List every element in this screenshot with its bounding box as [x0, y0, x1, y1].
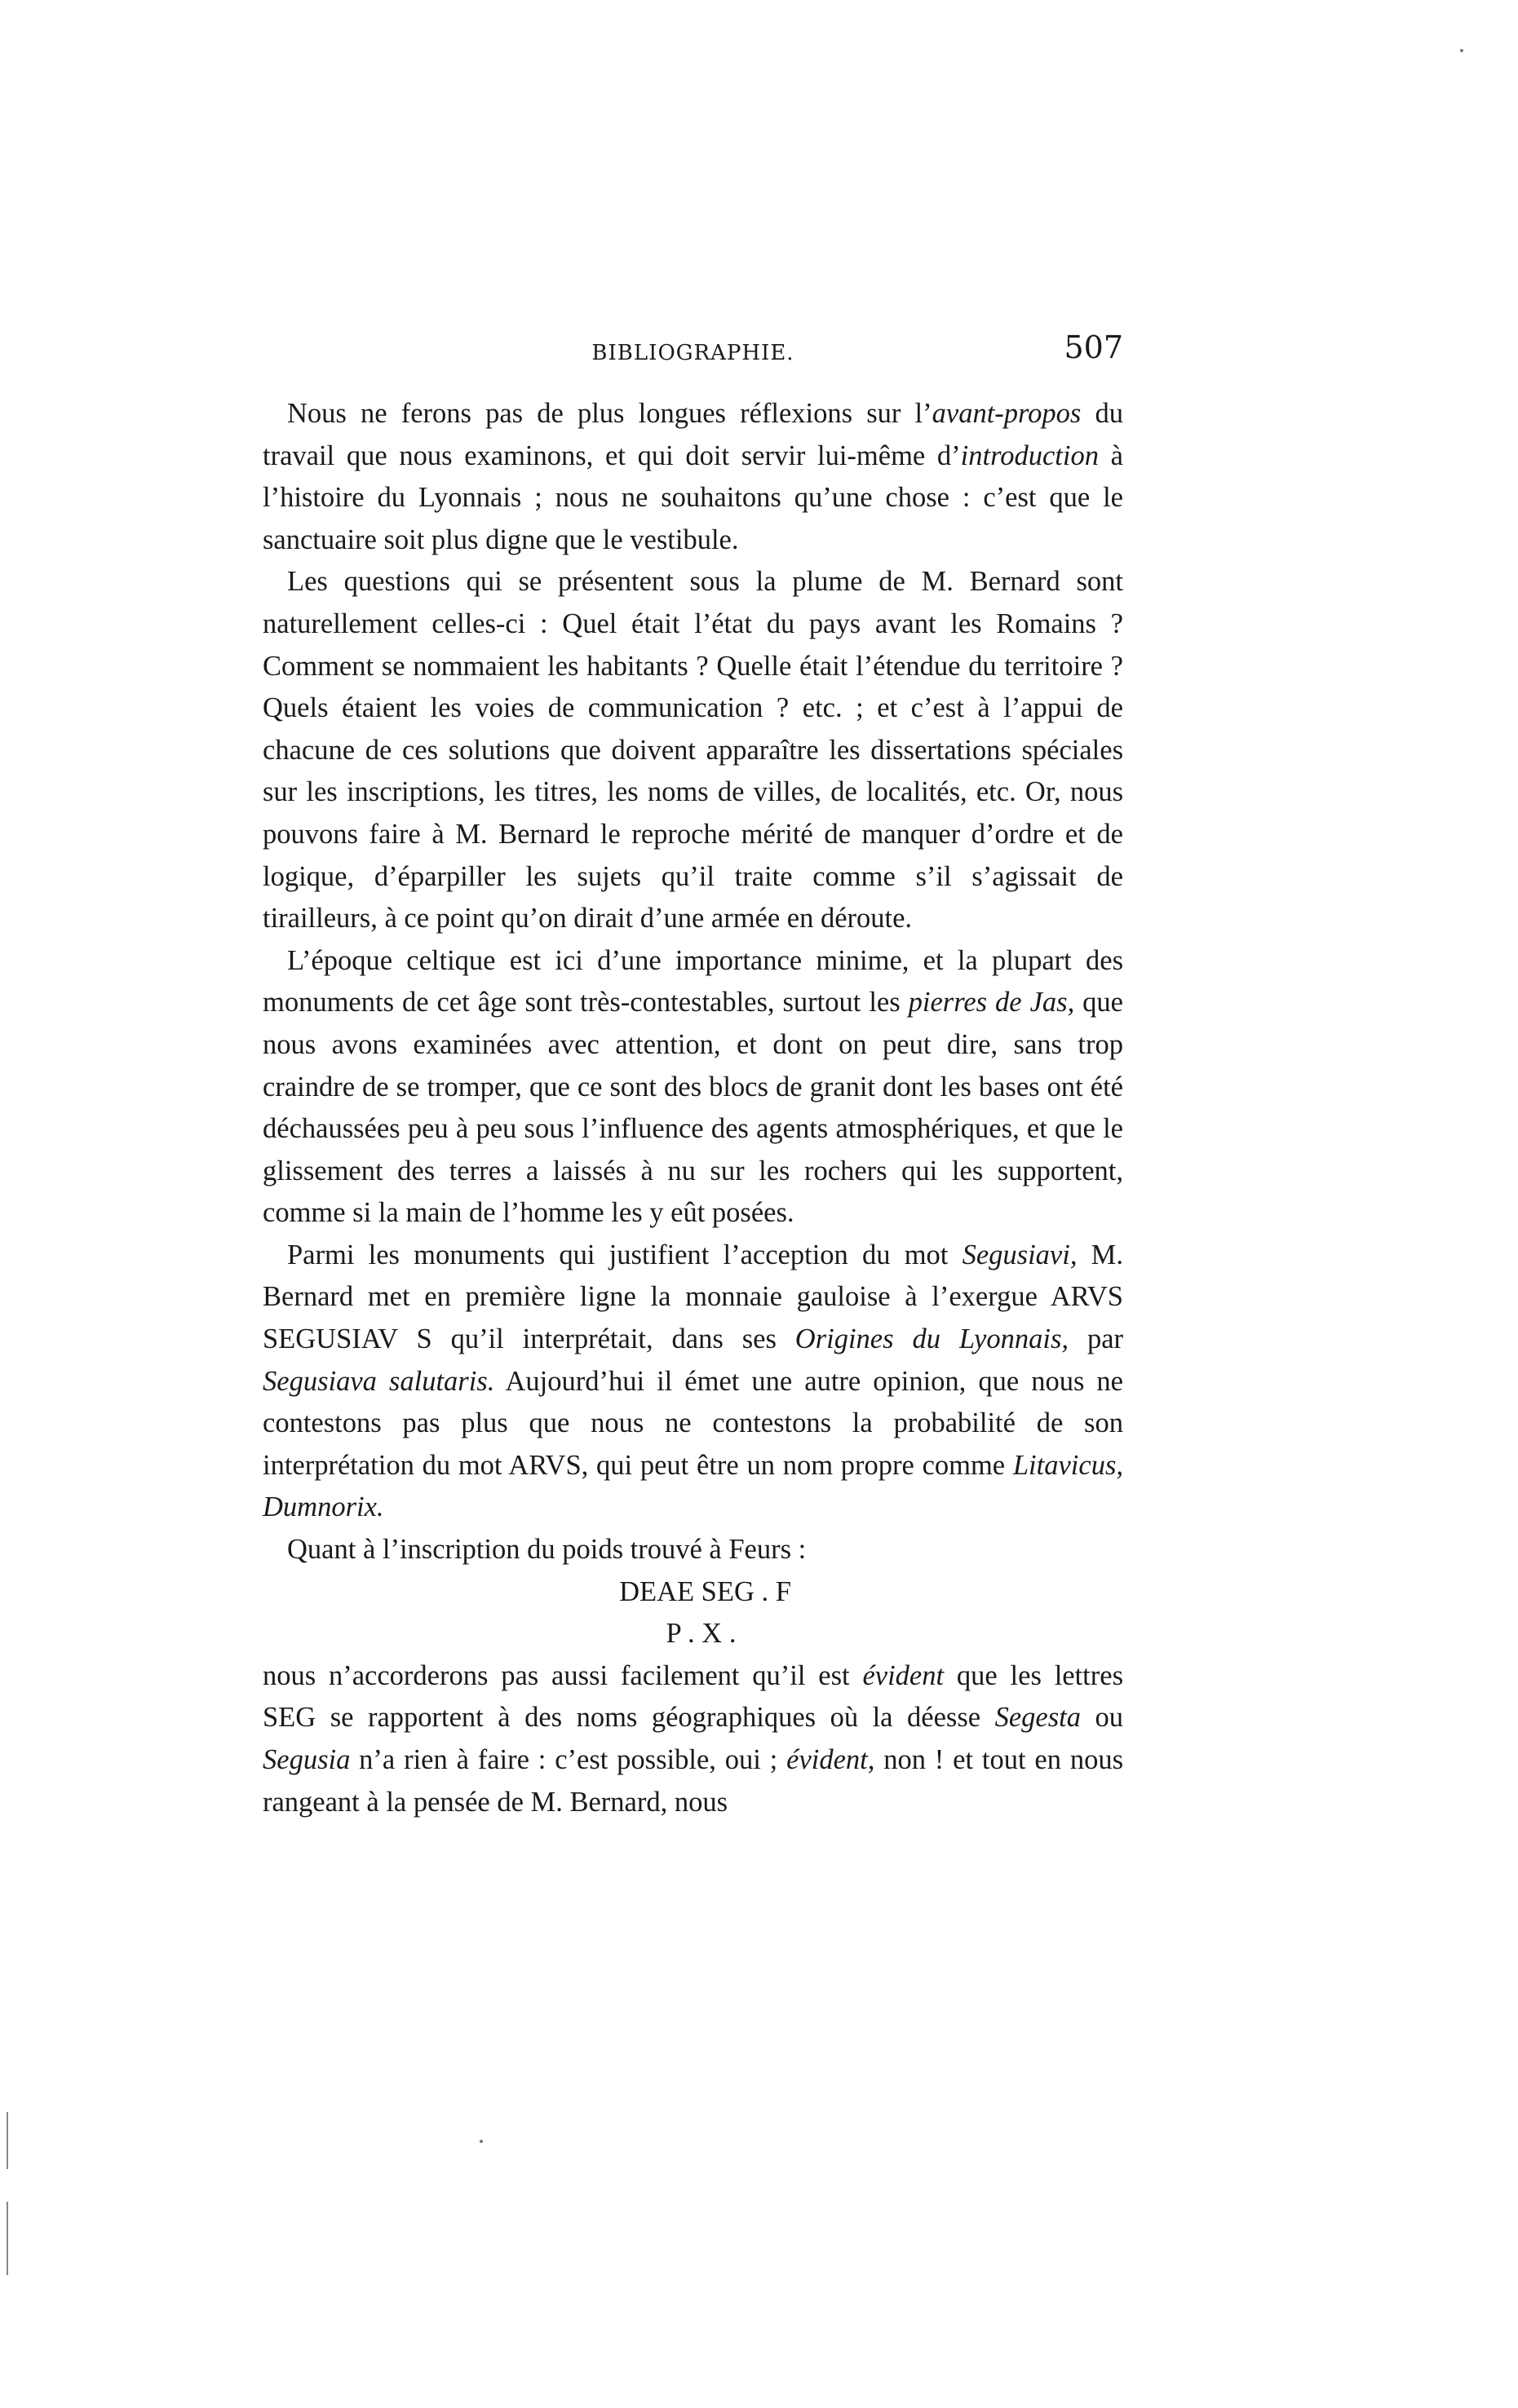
scan-edge-mark: [7, 2202, 8, 2275]
paragraph-2: Les questions qui se présentent sous la plume de M. Bernard sont naturellement celles-ci : Quel était l’état du pays avant les Romains ? Comment se nommaient les habitants ? Quelle était l’étendue du territoire ? Quels étaient les voies de communication ? etc. ; et c’est à l’appui de chacune de ces solutions que doivent apparaître les dissertations spéciales sur les inscriptions, les titres, les noms de villes, de localités, etc. Or, nous pouvons faire à M. Bernard le reproche mérité de manquer d’ordre et de logique, d’éparpiller les sujets qu’il traite comme s’il s’agissait de tirailleurs, à ce point qu’on dirait d’une armée en déroute.: [263, 566, 1123, 934]
running-header: [263, 329, 1123, 365]
paragraph-1: Nous ne ferons pas de plus longues réflexions sur l’avant-propos du travail que nous examinons, et qui doit servir lui-même d’introduction à l’histoire du Lyonnais ; nous ne souhaitons qu’une chose : c’est que le sanctuaire soit plus digne que le vestibule.: [263, 398, 1124, 555]
paragraph-3: L’époque celtique est ici d’une importance minime, et la plupart des monuments de cet âge sont très-contestables, surtout les pierres de Jas, que nous avons examinées avec attention, et dont on peut dire, sans trop craindre de se tromper, que ce sont des blocs de granit dont les bases ont été déchaussées peu à peu sous l’influence des agents atmosphériques, et que le glissement des terres a laissés à nu sur les rochers qui les supportent, comme si la main de l’homme les y eût posées.: [263, 944, 1123, 1229]
paragraph-6: nous n’accorderons pas aussi facilement qu’il est évident que les lettres SEG se rapportent à des noms géographiques où la déesse Segesta ou Segusia n’a rien à faire : c’est possible, oui ; évident, non ! et tout en nous rangeant à la pensée de M. Bernard, nous: [263, 1659, 1124, 1818]
inscription-line-1: DEAE SEG . F: [619, 1575, 791, 1607]
inscription-line-2: P . X .: [666, 1618, 737, 1650]
page-number: 507: [1064, 329, 1123, 365]
paragraph-5: Quant à l’inscription du poids trouvé à Feurs :: [287, 1534, 807, 1566]
running-title: BIBLIOGRAPHIE.: [591, 341, 794, 365]
ink-speck: [1460, 49, 1463, 52]
scan-edge-mark: [7, 2112, 8, 2169]
paragraph-4: Parmi les monuments qui justifient l’acception du mot Segusiavi, M. Bernard met en première ligne la monnaie gauloise à l’exergue ARVS SEGUSIAV S qu’il interprétait, dans ses Origines du Lyonnais, par Segusiava salutaris. Aujourd’hui il émet une autre opinion, que nous ne contestons pas plus que nous ne contestons la probabilité de son interprétation du mot ARVS, qui peut être un nom propre comme Litavicus, Dumnorix.: [263, 1239, 1123, 1523]
text-body: [263, 393, 1123, 1823]
ink-speck: [480, 2140, 483, 2143]
